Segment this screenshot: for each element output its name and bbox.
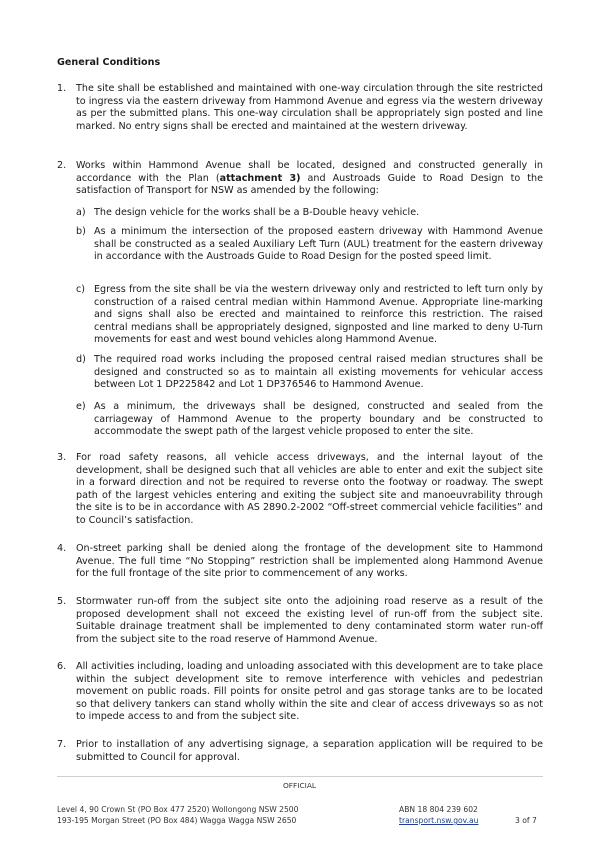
subitem-text: Egress from the site shall be via the western driveway only and restricted to left turn only by construction of a raised central median within Hammond Avenue. Appropriate line-marking and signs shall also be erected and maintained to reinforce this restriction. The raised central medians shall be appropriately designed, signposted and line marked to deny U-Turn movements for east and west bound vehicles along Hammond Avenue. [94, 284, 543, 346]
subitem-number: e) [76, 401, 86, 412]
clause-number: 4. [57, 543, 67, 554]
page-number: 3 of 7 [515, 816, 537, 825]
subitem-text: The required road works including the proposed central raised median structures shall be designed and constructed so as to maintain all existing movements for vehicular access between Lot 1 DP225842 and Lot 1 DP376546 to Hammond Avenue. [94, 354, 543, 391]
clause-number: 3. [57, 452, 67, 463]
clause-3 [57, 452, 543, 528]
clause-7 [57, 739, 543, 764]
clause-text: All activities including, loading and unloading associated with this development are to take place within the subject development site to remove interference with vehicles and pedestrian movement on public roads. Fill points for onsite petrol and gas storage tanks are to be located so that delivery tankers can stand wholly within the site and clear of access driveways so as not to impede access to and from the subject site. [76, 661, 543, 723]
abn-text: ABN 18 804 239 602 [399, 805, 478, 814]
clause-text [76, 160, 543, 198]
clause-text-bold: attachment 3) [219, 172, 301, 184]
subitem-c [76, 284, 543, 347]
clause-text: Prior to installation of any advertising signage, a separation application will be required to be submitted to Council for approval. [76, 739, 543, 763]
security-classification: OFFICIAL [282, 781, 316, 790]
footer-divider [57, 776, 543, 777]
clause-text: For road safety reasons, all vehicle access driveways, and the internal layout of the development, shall be designed such that all vehicles are able to enter and exit the subject site in a forward direction and not be required to reverse onto the footway or roadway. The swept path of the largest vehicles entering and exiting the subject site and manoeuvrability through the site is to be in accordance with AS 2890.2-2002 “Off-street commercial vehicle facilities” and to Council’s satisfaction. [76, 452, 543, 526]
website-link[interactable]: transport.nsw.gov.au [399, 816, 479, 825]
subitem-number: b) [76, 226, 86, 237]
subitem-e [76, 401, 543, 439]
clause-text: On-street parking shall be denied along the frontage of the development site to Hammond Avenue. The full time “No Stopping” restriction shall be implemented along Hammond Avenue for the full frontage of the site prior to commencement of any works. [76, 543, 543, 580]
clause-2 [57, 160, 543, 198]
subitem-number: a) [76, 207, 86, 218]
subitem-text: As a minimum, the driveways shall be designed, constructed and sealed from the carriageway of Hammond Avenue to the property boundary and be constructed to accommodate the swept path of the largest vehicle proposed to enter the site. [94, 401, 543, 438]
subitem-number: d) [76, 354, 86, 365]
footer-address [57, 804, 298, 826]
subitem-b [76, 226, 543, 264]
clause-text: The site shall be established and maintained with one-way circulation through the site restricted to ingress via the eastern driveway from Hammond Avenue and egress via the western driveway as per the submitted plans. This one-way circulation shall be appropriately sign posted and line marked. No entry signs shall be erected and maintained at the western driveway. [76, 83, 543, 132]
clause-number: 7. [57, 739, 67, 750]
section-heading: General Conditions [57, 57, 161, 68]
subitem-d [76, 354, 543, 392]
address-line-2: 193-195 Morgan Street (PO Box 484) Wagga Wagga NSW 2650 [57, 816, 297, 825]
clause-4 [57, 543, 543, 581]
clause-number: 5. [57, 596, 67, 607]
footer-contact [399, 804, 478, 826]
clause-text: Stormwater run-off from the subject site onto the adjoining road reserve as a result of the proposed development shall not exceed the existing level of run-off from the subject site. Suitable drainage treatment shall be implemented to deny contaminated storm water run-off from the subject site to the road reserve of Hammond Avenue. [76, 596, 543, 645]
address-line-1: Level 4, 90 Crown St (PO Box 477 2520) Wollongong NSW 2500 [57, 805, 299, 814]
subitem-number: c) [76, 284, 86, 295]
clause-6 [57, 661, 543, 724]
clause-number: 6. [57, 661, 67, 672]
clause-text-part: Works within Hammond Avenue shall be located, designed and constructed generally in accordance with the Plan ( [76, 160, 543, 184]
clause-number: 2. [57, 160, 67, 171]
subitem-a [76, 207, 543, 220]
clause-1 [57, 83, 543, 133]
clause-5 [57, 596, 543, 646]
clause-number: 1. [57, 83, 67, 94]
subitem-text: As a minimum the intersection of the proposed eastern driveway with Hammond Avenue shall be constructed as a sealed Auxiliary Left Turn (AUL) treatment for the eastern driveway in accordance with the Austroads Guide to Road Design for the posted speed limit. [94, 226, 543, 263]
clause-text-part: and Austroads Guide to Road Design to the satisfaction of Transport for NSW as amended by the following: [76, 172, 543, 197]
subitem-text: The design vehicle for the works shall be a B-Double heavy vehicle. [94, 207, 420, 218]
